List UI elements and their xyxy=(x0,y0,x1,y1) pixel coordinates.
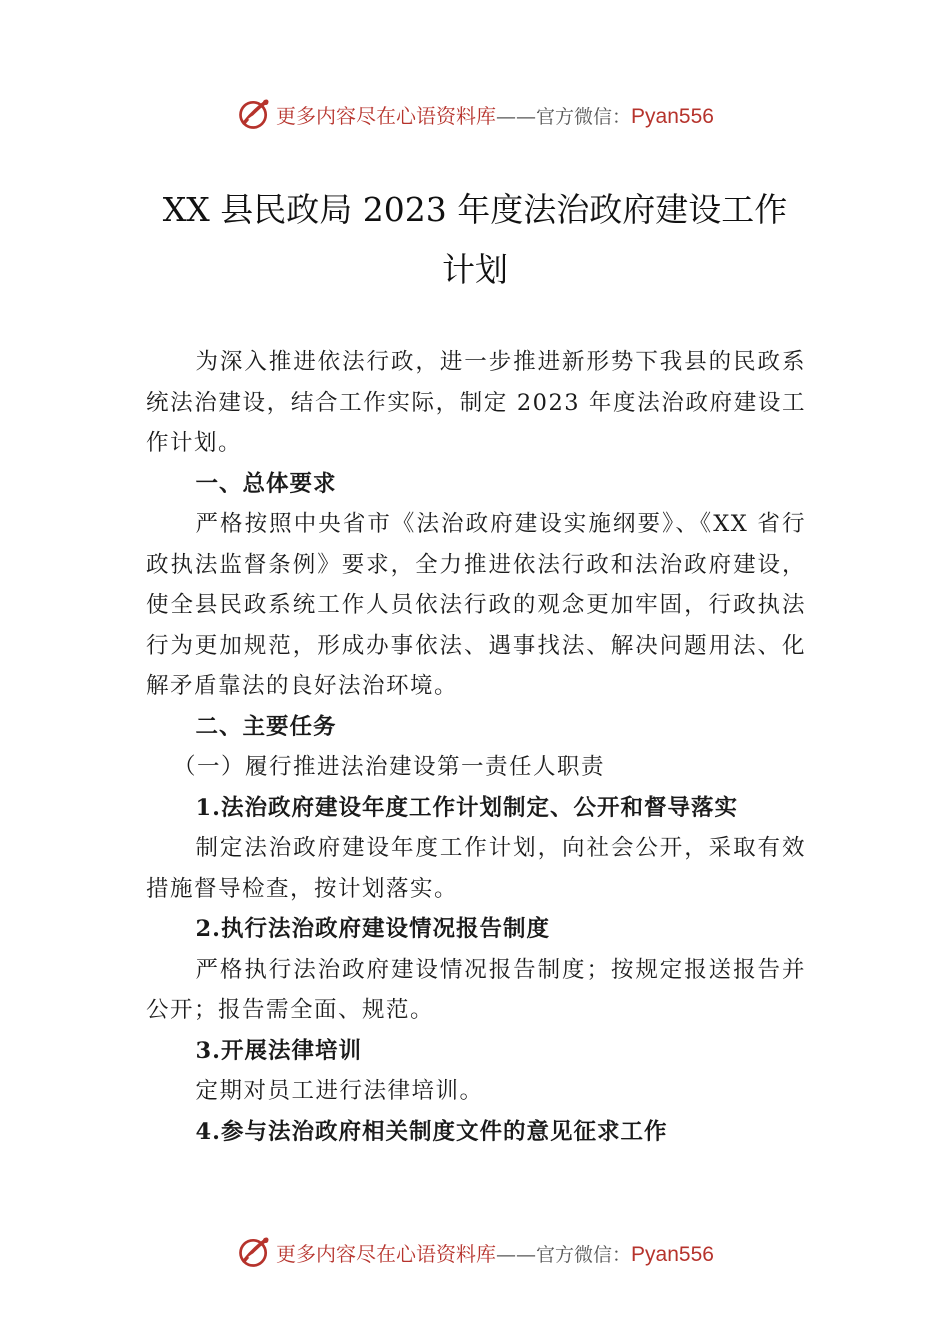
title-line-1: XX 县民政局 2023 年度法治政府建设工作 xyxy=(162,190,788,229)
section-heading-general-requirements: 一、总体要求 xyxy=(195,470,337,497)
document-title xyxy=(100,180,850,300)
item2-paragraph: 严格执行法治政府建设情况报告制度；按规定报送报告并公开；报告需全面、规范。 xyxy=(146,956,806,1023)
brush-logo-icon xyxy=(236,96,272,132)
watermark-wechat-label: 官方微信： xyxy=(536,105,632,128)
watermark-dash: —— xyxy=(496,103,537,128)
top-watermark-banner xyxy=(0,94,950,134)
document-body xyxy=(146,342,806,1152)
item1-paragraph: 制定法治政府建设年度工作计划，向社会公开，采取有效措施督导检查，按计划落实。 xyxy=(146,835,806,902)
item3-heading: 3.开展法律培训 xyxy=(195,1037,362,1064)
section-heading-main-tasks: 二、主要任务 xyxy=(195,713,337,740)
watermark-wechat-label: 官方微信： xyxy=(536,1243,632,1266)
watermark-dash: —— xyxy=(496,1241,537,1266)
bottom-watermark-banner xyxy=(0,1232,950,1272)
section1-paragraph: 严格按照中央省市《法治政府建设实施纲要》、《XX 省行政执法监督条例》要求，全力推进依法行政和法治政府建设，使全县民政系统工作人员依法行政的观念更加牢固，行政执法行为更加规范，形成办事依法、遇事找法、解决问题用法、化解矛盾靠法的良好法治环境。 xyxy=(146,511,806,699)
watermark-text xyxy=(276,100,714,129)
watermark-main-text: 更多内容尽在心语资料库 xyxy=(276,1241,497,1266)
item3-paragraph: 定期对员工进行法律培训。 xyxy=(195,1078,484,1104)
brush-logo-icon xyxy=(236,1234,272,1270)
subsection-heading-1: （一）履行推进法治建设第一责任人职责 xyxy=(173,754,606,780)
watermark-text xyxy=(276,1238,714,1267)
intro-paragraph: 为深入推进依法行政，进一步推进新形势下我县的民政系统法治建设，结合工作实际，制定 2023 年度法治政府建设工作计划。 xyxy=(146,349,806,456)
title-line-2: 计划 xyxy=(442,250,508,289)
item4-heading: 4.参与法治政府相关制度文件的意见征求工作 xyxy=(195,1118,668,1145)
item2-heading: 2.执行法治政府建设情况报告制度 xyxy=(195,916,550,942)
watermark-wechat-id: Pyan556 xyxy=(631,1242,714,1266)
watermark-wechat-id: Pyan556 xyxy=(631,104,714,128)
item1-heading: 1.法治政府建设年度工作计划制定、公开和督导落实 xyxy=(195,794,738,821)
watermark-main-text: 更多内容尽在心语资料库 xyxy=(276,103,497,128)
